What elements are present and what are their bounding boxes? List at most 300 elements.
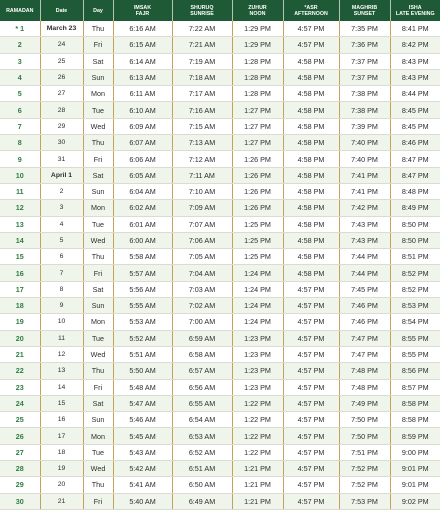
cell-zuhur-noon: 1:26 PM [232,151,283,167]
table-row [0,200,440,216]
table-row [0,363,440,379]
cell-shuruq-sunrise: 7:21 AM [172,37,232,53]
table-row [0,461,440,477]
column-header-title: Date [41,8,83,14]
cell-date: 21 [40,493,83,509]
cell-asr-afternoon: 4:57 PM [283,493,339,509]
cell-asr-afternoon: 4:58 PM [283,135,339,151]
table-row [0,477,440,493]
cell-ramadan-day: 25 [0,412,40,428]
column-header-title: ISHA [391,5,440,11]
cell-imsak-fajr: 5:55 AM [113,298,172,314]
cell-maghrib-sunset: 7:50 PM [339,412,390,428]
table-row [0,249,440,265]
cell-isha-late-evening: 8:41 PM [390,21,440,37]
cell-ramadan-day: 9 [0,151,40,167]
cell-isha-late-evening: 8:52 PM [390,281,440,297]
cell-shuruq-sunrise: 6:56 AM [172,379,232,395]
cell-imsak-fajr: 5:50 AM [113,363,172,379]
column-header-subtitle: SUNRISE [173,11,232,17]
cell-shuruq-sunrise: 7:17 AM [172,86,232,102]
column-header-title: SHURUQ [173,5,232,11]
cell-imsak-fajr: 6:13 AM [113,69,172,85]
cell-ramadan-day: 27 [0,444,40,460]
cell-day: Thu [83,477,113,493]
cell-asr-afternoon: 4:57 PM [283,379,339,395]
cell-shuruq-sunrise: 7:02 AM [172,298,232,314]
table-row [0,53,440,69]
cell-ramadan-day: 3 [0,53,40,69]
cell-asr-afternoon: 4:58 PM [283,216,339,232]
cell-day: Thu [83,135,113,151]
cell-maghrib-sunset: 7:52 PM [339,477,390,493]
cell-imsak-fajr: 6:07 AM [113,135,172,151]
cell-ramadan-day: 14 [0,232,40,248]
cell-ramadan-day: 21 [0,346,40,362]
cell-asr-afternoon: 4:57 PM [283,346,339,362]
cell-ramadan-day: 5 [0,86,40,102]
cell-imsak-fajr: 6:11 AM [113,86,172,102]
cell-imsak-fajr: 5:47 AM [113,395,172,411]
table-row [0,102,440,118]
cell-isha-late-evening: 8:44 PM [390,86,440,102]
cell-date: 10 [40,314,83,330]
cell-maghrib-sunset: 7:39 PM [339,118,390,134]
column-header-zuhur-noon [232,0,283,21]
cell-maghrib-sunset: 7:36 PM [339,37,390,53]
cell-shuruq-sunrise: 7:15 AM [172,118,232,134]
cell-zuhur-noon: 1:21 PM [232,461,283,477]
cell-isha-late-evening: 8:48 PM [390,183,440,199]
cell-shuruq-sunrise: 7:05 AM [172,249,232,265]
cell-asr-afternoon: 4:58 PM [283,265,339,281]
cell-asr-afternoon: 4:57 PM [283,281,339,297]
cell-shuruq-sunrise: 7:13 AM [172,135,232,151]
cell-isha-late-evening: 8:53 PM [390,298,440,314]
table-row [0,151,440,167]
cell-imsak-fajr: 6:01 AM [113,216,172,232]
cell-shuruq-sunrise: 6:54 AM [172,412,232,428]
cell-zuhur-noon: 1:24 PM [232,281,283,297]
cell-imsak-fajr: 5:41 AM [113,477,172,493]
cell-imsak-fajr: 6:06 AM [113,151,172,167]
cell-ramadan-day: 17 [0,281,40,297]
cell-zuhur-noon: 1:23 PM [232,379,283,395]
cell-date: 11 [40,330,83,346]
table-row [0,395,440,411]
cell-asr-afternoon: 4:57 PM [283,363,339,379]
cell-date: 7 [40,265,83,281]
cell-zuhur-noon: 1:24 PM [232,265,283,281]
column-header-title: RAMADAN [0,8,40,14]
column-header-shuruq-sunrise [172,0,232,21]
cell-day: Thu [83,21,113,37]
cell-asr-afternoon: 4:57 PM [283,428,339,444]
cell-asr-afternoon: 4:58 PM [283,200,339,216]
cell-shuruq-sunrise: 7:11 AM [172,167,232,183]
table-row [0,216,440,232]
cell-maghrib-sunset: 7:48 PM [339,363,390,379]
cell-asr-afternoon: 4:58 PM [283,102,339,118]
cell-zuhur-noon: 1:25 PM [232,216,283,232]
cell-maghrib-sunset: 7:41 PM [339,183,390,199]
table-row [0,232,440,248]
cell-shuruq-sunrise: 6:58 AM [172,346,232,362]
cell-date: 20 [40,477,83,493]
cell-maghrib-sunset: 7:48 PM [339,379,390,395]
cell-shuruq-sunrise: 7:18 AM [172,69,232,85]
cell-date: 17 [40,428,83,444]
table-row [0,281,440,297]
cell-day: Fri [83,151,113,167]
cell-imsak-fajr: 5:51 AM [113,346,172,362]
cell-asr-afternoon: 4:58 PM [283,232,339,248]
cell-zuhur-noon: 1:24 PM [232,314,283,330]
cell-zuhur-noon: 1:28 PM [232,69,283,85]
cell-imsak-fajr: 5:57 AM [113,265,172,281]
cell-asr-afternoon: 4:58 PM [283,53,339,69]
cell-isha-late-evening: 9:02 PM [390,493,440,509]
cell-date: 6 [40,249,83,265]
cell-maghrib-sunset: 7:46 PM [339,314,390,330]
cell-zuhur-noon: 1:27 PM [232,102,283,118]
cell-shuruq-sunrise: 7:16 AM [172,102,232,118]
cell-isha-late-evening: 8:56 PM [390,363,440,379]
cell-asr-afternoon: 4:57 PM [283,412,339,428]
cell-day: Thu [83,249,113,265]
cell-shuruq-sunrise: 6:52 AM [172,444,232,460]
cell-imsak-fajr: 6:14 AM [113,53,172,69]
cell-ramadan-day: 10 [0,167,40,183]
cell-ramadan-day: 12 [0,200,40,216]
cell-maghrib-sunset: 7:38 PM [339,102,390,118]
cell-day: Mon [83,314,113,330]
cell-isha-late-evening: 8:46 PM [390,135,440,151]
cell-date: 13 [40,363,83,379]
cell-isha-late-evening: 8:47 PM [390,151,440,167]
cell-ramadan-day: 13 [0,216,40,232]
cell-day: Sat [83,53,113,69]
cell-date: 9 [40,298,83,314]
cell-date: 8 [40,281,83,297]
cell-shuruq-sunrise: 6:55 AM [172,395,232,411]
cell-maghrib-sunset: 7:52 PM [339,461,390,477]
cell-imsak-fajr: 6:10 AM [113,102,172,118]
cell-zuhur-noon: 1:27 PM [232,118,283,134]
cell-maghrib-sunset: 7:41 PM [339,167,390,183]
table-row [0,118,440,134]
cell-shuruq-sunrise: 6:53 AM [172,428,232,444]
cell-day: Wed [83,346,113,362]
cell-shuruq-sunrise: 6:51 AM [172,461,232,477]
table-row [0,412,440,428]
cell-zuhur-noon: 1:29 PM [232,21,283,37]
table-row [0,428,440,444]
header-row [0,0,440,21]
cell-imsak-fajr: 6:05 AM [113,167,172,183]
cell-maghrib-sunset: 7:50 PM [339,428,390,444]
table-body [0,21,440,509]
cell-date: 14 [40,379,83,395]
cell-isha-late-evening: 8:59 PM [390,428,440,444]
cell-date: 25 [40,53,83,69]
cell-day: Wed [83,232,113,248]
cell-shuruq-sunrise: 7:12 AM [172,151,232,167]
cell-maghrib-sunset: 7:45 PM [339,281,390,297]
cell-asr-afternoon: 4:58 PM [283,167,339,183]
table-row [0,314,440,330]
cell-date: 28 [40,102,83,118]
table-row [0,346,440,362]
cell-zuhur-noon: 1:22 PM [232,444,283,460]
cell-zuhur-noon: 1:27 PM [232,135,283,151]
cell-isha-late-evening: 8:58 PM [390,412,440,428]
cell-date: March 23 [40,21,83,37]
cell-isha-late-evening: 8:42 PM [390,37,440,53]
cell-day: Mon [83,428,113,444]
cell-isha-late-evening: 8:49 PM [390,200,440,216]
cell-imsak-fajr: 6:09 AM [113,118,172,134]
cell-day: Sun [83,412,113,428]
column-header-subtitle: AFTERNOON [284,11,339,17]
cell-asr-afternoon: 4:58 PM [283,151,339,167]
cell-imsak-fajr: 5:56 AM [113,281,172,297]
cell-ramadan-day: 20 [0,330,40,346]
cell-ramadan-day: 7 [0,118,40,134]
cell-ramadan-day: 19 [0,314,40,330]
cell-zuhur-noon: 1:24 PM [232,298,283,314]
cell-asr-afternoon: 4:57 PM [283,21,339,37]
table-row [0,444,440,460]
column-header-title: IMSAK [114,5,172,11]
cell-day: Sat [83,167,113,183]
cell-day: Tue [83,330,113,346]
cell-asr-afternoon: 4:58 PM [283,69,339,85]
cell-maghrib-sunset: 7:53 PM [339,493,390,509]
cell-isha-late-evening: 8:43 PM [390,53,440,69]
cell-shuruq-sunrise: 7:04 AM [172,265,232,281]
column-header-title: ZUHUR [233,5,283,11]
cell-zuhur-noon: 1:22 PM [232,395,283,411]
column-header-subtitle: SUNSET [340,11,390,17]
column-header-title: MAGHRIB [340,5,390,11]
column-header-subtitle: NOON [233,11,283,17]
cell-maghrib-sunset: 7:44 PM [339,249,390,265]
cell-day: Tue [83,102,113,118]
cell-ramadan-day: 18 [0,298,40,314]
cell-asr-afternoon: 4:58 PM [283,249,339,265]
cell-ramadan-day: 22 [0,363,40,379]
cell-isha-late-evening: 8:55 PM [390,346,440,362]
cell-imsak-fajr: 5:46 AM [113,412,172,428]
cell-date: 27 [40,86,83,102]
cell-imsak-fajr: 5:52 AM [113,330,172,346]
cell-date: 16 [40,412,83,428]
cell-zuhur-noon: 1:21 PM [232,477,283,493]
table-row [0,167,440,183]
cell-date: 31 [40,151,83,167]
cell-day: Mon [83,86,113,102]
cell-date: 26 [40,69,83,85]
cell-ramadan-day: 23 [0,379,40,395]
table-header [0,0,440,21]
cell-maghrib-sunset: 7:35 PM [339,21,390,37]
cell-ramadan-day: 29 [0,477,40,493]
cell-shuruq-sunrise: 7:09 AM [172,200,232,216]
cell-date: 5 [40,232,83,248]
cell-imsak-fajr: 6:04 AM [113,183,172,199]
cell-isha-late-evening: 8:57 PM [390,379,440,395]
cell-isha-late-evening: 8:45 PM [390,102,440,118]
cell-asr-afternoon: 4:57 PM [283,444,339,460]
cell-day: Sat [83,395,113,411]
cell-maghrib-sunset: 7:42 PM [339,200,390,216]
table-row [0,69,440,85]
cell-ramadan-day: 16 [0,265,40,281]
cell-isha-late-evening: 8:50 PM [390,216,440,232]
cell-day: Fri [83,493,113,509]
cell-date: 2 [40,183,83,199]
cell-ramadan-day: 11 [0,183,40,199]
cell-maghrib-sunset: 7:46 PM [339,298,390,314]
cell-ramadan-day: 24 [0,395,40,411]
cell-day: Sat [83,281,113,297]
cell-asr-afternoon: 4:57 PM [283,395,339,411]
column-header-maghrib-sunset [339,0,390,21]
cell-asr-afternoon: 4:58 PM [283,86,339,102]
cell-ramadan-day: 6 [0,102,40,118]
column-header-asr-afternoon [283,0,339,21]
cell-ramadan-day: 8 [0,135,40,151]
cell-imsak-fajr: 5:45 AM [113,428,172,444]
cell-zuhur-noon: 1:25 PM [232,232,283,248]
cell-zuhur-noon: 1:23 PM [232,363,283,379]
cell-date: 15 [40,395,83,411]
cell-day: Wed [83,118,113,134]
cell-zuhur-noon: 1:22 PM [232,412,283,428]
cell-maghrib-sunset: 7:43 PM [339,216,390,232]
cell-date: 19 [40,461,83,477]
cell-asr-afternoon: 4:58 PM [283,183,339,199]
cell-zuhur-noon: 1:28 PM [232,53,283,69]
cell-zuhur-noon: 1:26 PM [232,200,283,216]
cell-maghrib-sunset: 7:44 PM [339,265,390,281]
table-row [0,265,440,281]
cell-imsak-fajr: 5:40 AM [113,493,172,509]
cell-zuhur-noon: 1:28 PM [232,86,283,102]
cell-day: Thu [83,363,113,379]
cell-imsak-fajr: 6:15 AM [113,37,172,53]
column-header-imsak-fajr [113,0,172,21]
column-header-subtitle: FAJR [114,11,172,17]
cell-date: April 1 [40,167,83,183]
cell-day: Tue [83,216,113,232]
cell-asr-afternoon: 4:57 PM [283,37,339,53]
cell-day: Wed [83,461,113,477]
cell-shuruq-sunrise: 7:22 AM [172,21,232,37]
cell-day: Sun [83,183,113,199]
cell-imsak-fajr: 5:48 AM [113,379,172,395]
cell-shuruq-sunrise: 7:19 AM [172,53,232,69]
cell-date: 4 [40,216,83,232]
cell-isha-late-evening: 9:01 PM [390,461,440,477]
cell-date: 12 [40,346,83,362]
cell-isha-late-evening: 8:58 PM [390,395,440,411]
cell-ramadan-day: 2 [0,37,40,53]
cell-maghrib-sunset: 7:47 PM [339,330,390,346]
cell-maghrib-sunset: 7:51 PM [339,444,390,460]
cell-ramadan-day: 4 [0,69,40,85]
cell-shuruq-sunrise: 6:50 AM [172,477,232,493]
cell-day: Sun [83,69,113,85]
cell-day: Mon [83,200,113,216]
cell-isha-late-evening: 8:47 PM [390,167,440,183]
cell-isha-late-evening: 8:54 PM [390,314,440,330]
cell-imsak-fajr: 6:02 AM [113,200,172,216]
cell-maghrib-sunset: 7:43 PM [339,232,390,248]
cell-isha-late-evening: 8:45 PM [390,118,440,134]
cell-zuhur-noon: 1:29 PM [232,37,283,53]
column-header-ramadan-day [0,0,40,21]
cell-isha-late-evening: 8:50 PM [390,232,440,248]
cell-shuruq-sunrise: 7:10 AM [172,183,232,199]
cell-date: 24 [40,37,83,53]
cell-ramadan-day: 30 [0,493,40,509]
table-row [0,135,440,151]
cell-imsak-fajr: 5:42 AM [113,461,172,477]
cell-zuhur-noon: 1:22 PM [232,428,283,444]
cell-maghrib-sunset: 7:49 PM [339,395,390,411]
cell-shuruq-sunrise: 7:03 AM [172,281,232,297]
cell-day: Fri [83,265,113,281]
cell-zuhur-noon: 1:23 PM [232,330,283,346]
cell-date: 30 [40,135,83,151]
cell-maghrib-sunset: 7:38 PM [339,86,390,102]
cell-asr-afternoon: 4:58 PM [283,118,339,134]
cell-zuhur-noon: 1:26 PM [232,183,283,199]
cell-date: 29 [40,118,83,134]
cell-zuhur-noon: 1:26 PM [232,167,283,183]
cell-day: Fri [83,379,113,395]
cell-day: Sun [83,298,113,314]
cell-shuruq-sunrise: 6:59 AM [172,330,232,346]
table-row [0,493,440,509]
cell-shuruq-sunrise: 6:57 AM [172,363,232,379]
cell-date: 18 [40,444,83,460]
table-row [0,37,440,53]
table-row [0,298,440,314]
cell-imsak-fajr: 6:00 AM [113,232,172,248]
column-header-title: *ASR [284,5,339,11]
cell-isha-late-evening: 9:01 PM [390,477,440,493]
cell-asr-afternoon: 4:57 PM [283,461,339,477]
cell-imsak-fajr: 5:58 AM [113,249,172,265]
cell-zuhur-noon: 1:21 PM [232,493,283,509]
column-header-subtitle: LATE EVENING [391,11,440,17]
cell-ramadan-day: * 1 [0,21,40,37]
cell-maghrib-sunset: 7:40 PM [339,151,390,167]
cell-maghrib-sunset: 7:47 PM [339,346,390,362]
cell-isha-late-evening: 9:00 PM [390,444,440,460]
cell-isha-late-evening: 8:55 PM [390,330,440,346]
cell-day: Tue [83,444,113,460]
column-header-date [40,0,83,21]
cell-imsak-fajr: 5:53 AM [113,314,172,330]
cell-shuruq-sunrise: 6:49 AM [172,493,232,509]
cell-shuruq-sunrise: 7:07 AM [172,216,232,232]
cell-ramadan-day: 15 [0,249,40,265]
table-row [0,86,440,102]
